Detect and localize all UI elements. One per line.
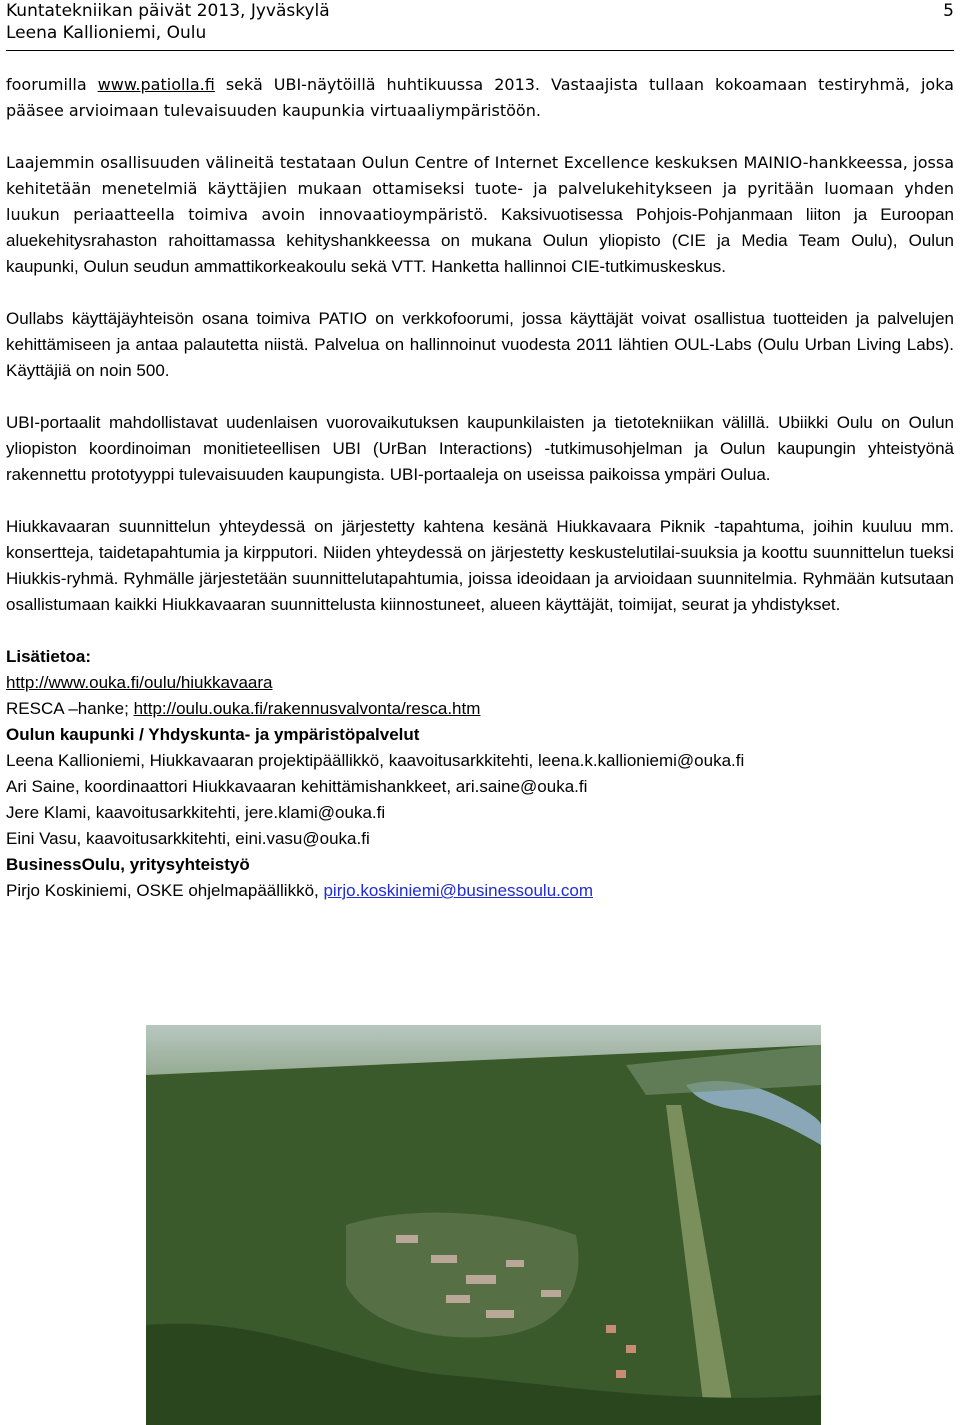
contact-koskiniemi-prefix: Pirjo Koskiniemi, OSKE ohjelmapäällikkö,: [6, 881, 324, 900]
koskiniemi-email-link[interactable]: pirjo.koskiniemi@businessoulu.com: [323, 881, 594, 900]
page-number: 5: [943, 1, 954, 21]
aerial-photo-illustration: [146, 1025, 821, 1425]
paragraph-mainio-text1: Laajemmin osallisuuden välineitä testataan Oulun Centre of Internet Excellence keskuksen MAINIO-hankkeessa, jossa kehitetään menetelmiä käyttäjien mukaan ottamiseksi tuote- ja palvelukehitykseen ja pyritään luomaan yhden luukun periaatteella toimiva avoin innovaatioympäristö.: [6, 153, 954, 224]
patiolla-link[interactable]: www.patiolla.fi: [97, 75, 215, 94]
org-businessoulu: BusinessOulu, yritysyhteistyö: [6, 855, 250, 874]
paragraph-intro: [6, 72, 954, 124]
paragraph-patio: Oullabs käyttäjäyhteisön osana toimiva PATIO on verkkofoorumi, jossa käyttäjät voivat osallistua tuotteiden ja palvelujen kehittämiseen ja antaa palautetta niistä. Palvelua on hallinnoinut vuodesta 2011 lähtien OUL-Labs (Oulu Urban Living Labs). Käyttäjiä on noin 500.: [6, 309, 954, 380]
contact-vasu: Eini Vasu, kaavoitusarkkitehti, eini.vasu@ouka.fi: [6, 829, 370, 848]
paragraph-intro-text1: foorumilla: [6, 75, 98, 94]
contact-kallioniemi: Leena Kallioniemi, Hiukkavaaran projektipäällikkö, kaavoitusarkkitehti, leena.k.kallioniemi@ouka.fi: [6, 751, 745, 770]
header-event: Kuntatekniikan päivät 2013, Jyväskylä: [6, 1, 330, 21]
paragraph-mainio-text2: Kaksivuotisessa Pohjois-Pohjanmaan liiton ja Euroopan aluekehitysrahaston rahoittamassa kehityshankkeessa on mukana Oulun yliopisto (CIE ja Media Team Oulu), Oulun kaupunki, Oulun seudun ammattikorkeakoulu sekä VTT. Hanketta hallinnoi CIE-tutkimuskeskus.: [6, 205, 954, 276]
contact-saine: Ari Saine, koordinaattori Hiukkavaaran kehittämishankkeet, ari.saine@ouka.fi: [6, 777, 588, 796]
paragraph-intro-text2: sekä UBI-näytöillä huhtikuussa 2013. Vastaajista tullaan kokoamaan testiryhmä, joka pääsee arvioimaan tulevaisuuden kaupunkia virtuaaliympäristöön.: [6, 75, 954, 120]
paragraph-ubi: UBI-portaalit mahdollistavat uudenlaisen vuorovaikutuksen kaupunkilaisten ja tietotekniikan välillä. Ubiikki Oulu on Oulun yliopiston koordinoiman monitieteellisen UBI (UrBan Interactions) -tutkimusohjelman ja Oulun kaupungin yhteistyönä rakennettu prototyyppi tulevaisuuden kaupungista. UBI-portaaleja on useissa paikoissa ympäri Oulua.: [6, 413, 954, 484]
hiukkavaara-link[interactable]: http://www.ouka.fi/oulu/hiukkavaara: [6, 673, 273, 692]
info-section: [6, 644, 954, 904]
paragraph-mainio: [6, 150, 954, 280]
resca-prefix: RESCA –hanke;: [6, 699, 134, 718]
header-author: Leena Kallioniemi, Oulu: [6, 23, 207, 43]
org-oulu: Oulun kaupunki / Yhdyskunta- ja ympäristöpalvelut: [6, 725, 420, 744]
resca-line: [6, 696, 954, 722]
contact-klami: Jere Klami, kaavoitusarkkitehti, jere.klami@ouka.fi: [6, 803, 386, 822]
resca-link[interactable]: http://oulu.ouka.fi/rakennusvalvonta/resca.htm: [133, 699, 481, 718]
contact-koskiniemi: [6, 878, 954, 904]
page-header: [6, 0, 954, 51]
info-heading: Lisätietoa:: [6, 647, 92, 666]
paragraph-hiukkavaara: Hiukkavaaran suunnittelun yhteydessä on järjestetty kahtena kesänä Hiukkavaara Piknik -tapahtuma, joihin kuuluu mm. konsertteja, taidetapahtumia ja kirpputori. Niiden yhteydessä on järjestetty keskustelutilai-suuksia ja koottu suunnittelun tueksi Hiukkis-ryhmä. Ryhmälle järjestetään suunnittelutapahtumia, joissa ideoidaan ja arvioidaan suunnitelmia. Ryhmään kutsutaan osallistumaan kaikki Hiukkavaaran suunnittelusta kiinnostuneet, alueen käyttäjät, toimijat, seurat ja yhdistykset.: [6, 517, 954, 614]
document-body: [6, 72, 954, 904]
aerial-photo: [146, 1025, 821, 1425]
